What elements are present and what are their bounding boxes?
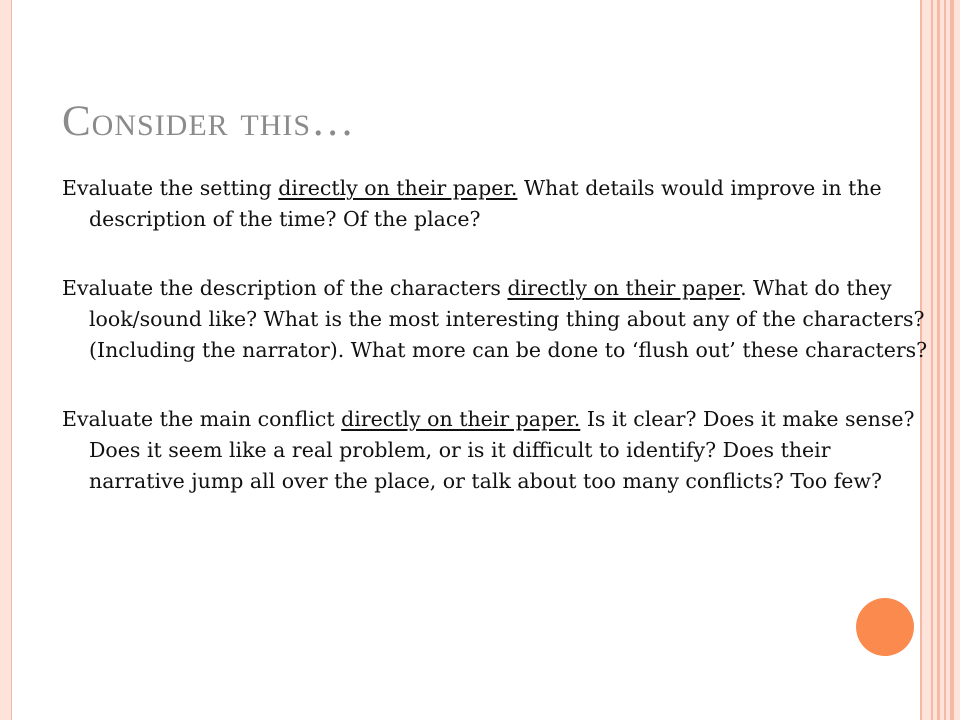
slide-title: Consider this… [62, 98, 356, 145]
paragraph-setting [62, 173, 928, 235]
paragraph-text: What details would improve in the description of the time? Of the place? [89, 176, 882, 231]
underlined-phrase: directly on their paper [507, 276, 741, 300]
paragraph-text: Evaluate the setting [62, 176, 279, 200]
right-frame-stripe [950, 0, 954, 720]
accent-circle-icon [856, 598, 914, 656]
right-frame-stripe [937, 0, 940, 720]
paragraph-text: Evaluate the main conflict [62, 407, 342, 431]
underlined-phrase: directly on their paper. [278, 176, 518, 200]
underlined-phrase: directly on their paper. [341, 407, 581, 431]
left-frame-border [0, 0, 12, 720]
paragraph-text: Is it clear? Does it make sense? Does it seem like a real problem, or is it difficult to identify? Does their narrative jump all over the place, or talk about too many conflicts? Too few? [89, 407, 915, 493]
right-frame-stripe [944, 0, 946, 720]
paragraph-text: Evaluate the description of the characters [62, 276, 508, 300]
paragraph-characters [62, 273, 928, 366]
paragraph-conflict [62, 404, 928, 497]
right-frame-stripe [931, 0, 933, 720]
slide-body [62, 173, 928, 497]
paragraph-text: . What do they look/sound like? What is the most interesting thing about any of the characters? (Including the narrator). What more can be done to ‘flush out’ these characters? [89, 276, 928, 362]
